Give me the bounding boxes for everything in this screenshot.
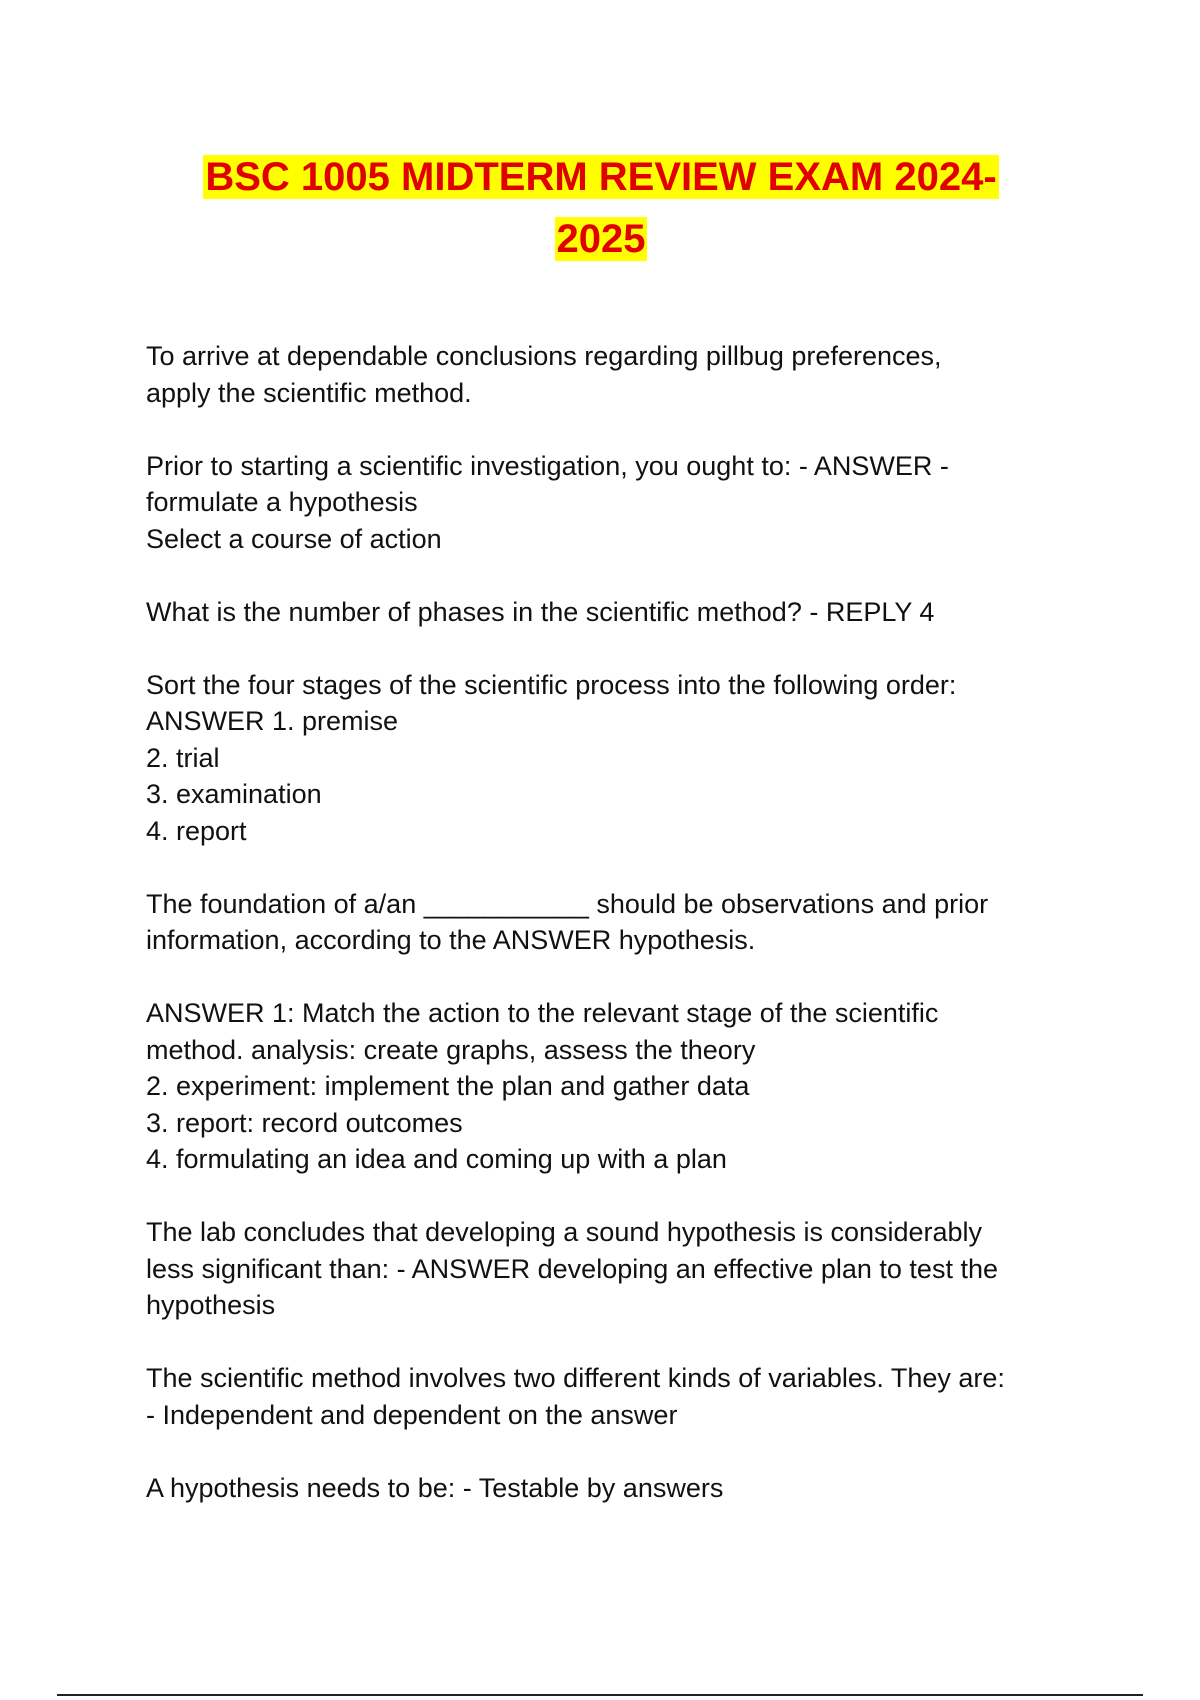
text-line: formulate a hypothesis: [146, 487, 418, 517]
title-line-2: 2025: [556, 217, 646, 261]
text-line: 3. report: record outcomes: [146, 1107, 463, 1138]
document-body: [146, 338, 1066, 1543]
text-line: method. analysis: create graphs, assess the theory: [146, 1034, 756, 1065]
question-answer-block: [146, 448, 1066, 558]
text-line: apply the scientific method.: [146, 377, 472, 408]
title-line-1: BSC 1005 MIDTERM REVIEW EXAM 2024-: [205, 155, 997, 199]
page-bottom-divider: [57, 1694, 1143, 1696]
paragraph-intro: [146, 338, 1066, 411]
question-answer-block: [146, 1470, 1066, 1507]
text-line: 4. report: [146, 815, 247, 846]
text-line: The foundation of a/an ___________ should be observations and prior: [146, 888, 989, 919]
text-line: 2. trial: [146, 742, 220, 773]
question-answer-block: [146, 1214, 1066, 1324]
text-line: Sort the four stages of the scientific process into the following order:: [146, 669, 957, 700]
text-line: ANSWER 1: Match the action to the relevant stage of the scientific: [146, 998, 939, 1028]
text-line: A hypothesis needs to be: - Testable by answers: [146, 1472, 724, 1503]
text-line: The scientific method involves two different kinds of variables. They are:: [146, 1363, 1005, 1393]
text-line: What is the number of phases in the scientific method? - REPLY 4: [146, 596, 935, 627]
document-title: [146, 146, 1056, 270]
question-answer-block: [146, 995, 1066, 1178]
text-line: less significant than: - ANSWER developing an effective plan to test the: [146, 1253, 998, 1284]
text-line: Prior to starting a scientific investigation, you ought to: - ANSWER -: [146, 450, 949, 481]
question-answer-block: [146, 1360, 1066, 1433]
question-answer-block: [146, 886, 1066, 959]
text-line: hypothesis: [146, 1290, 276, 1320]
text-line: The lab concludes that developing a sound hypothesis is considerably: [146, 1217, 983, 1247]
text-line: information, according to the ANSWER hypothesis.: [146, 925, 756, 955]
question-answer-block: [146, 594, 1066, 631]
text-line: 4. formulating an idea and coming up with a plan: [146, 1144, 727, 1174]
text-line: - Independent and dependent on the answer: [146, 1399, 678, 1430]
text-line: 3. examination: [146, 779, 322, 809]
text-line: Select a course of action: [146, 523, 442, 554]
text-line: To arrive at dependable conclusions regarding pillbug preferences,: [146, 341, 942, 371]
text-line: 2. experiment: implement the plan and gather data: [146, 1071, 750, 1101]
text-line: ANSWER 1. premise: [146, 706, 399, 736]
question-answer-block: [146, 667, 1066, 850]
